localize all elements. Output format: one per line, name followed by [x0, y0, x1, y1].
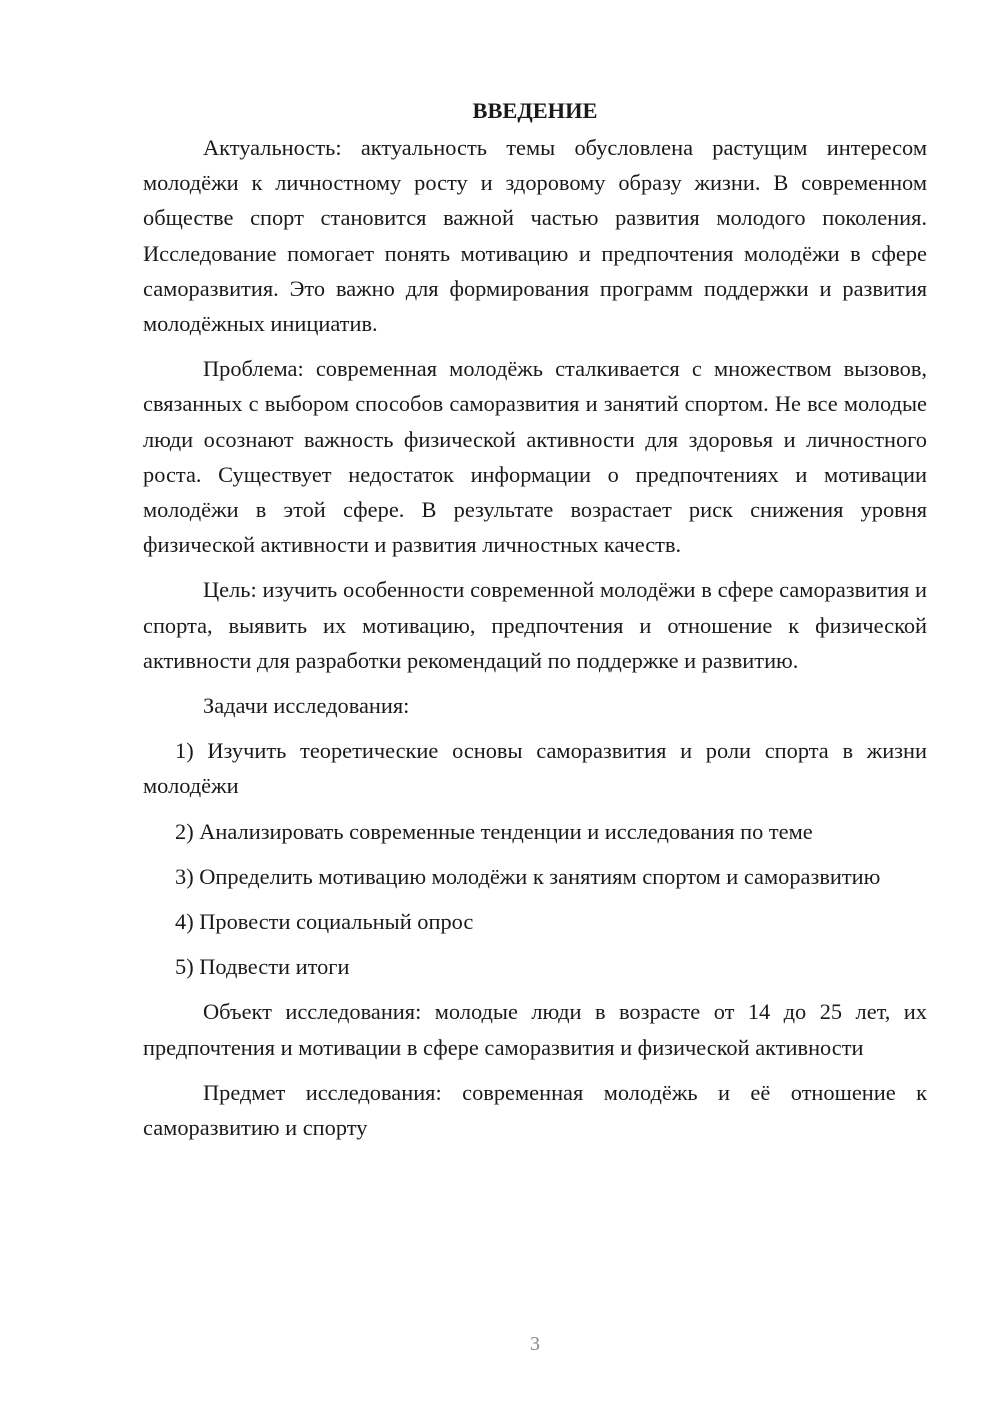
task-item-3: 3) Определить мотивацию молодёжи к занятиям спортом и саморазвитию	[175, 863, 881, 889]
task-item-4: 4) Провести социальный опрос	[175, 909, 474, 935]
relevance-paragraph: Актуальность: актуальность темы обусловлена растущим интересом молодёжи к личностному росту и здоровому образу жизни. В современном обществе спорт становится важной частью развития молодого поколения. Исследование помогает понять мотивацию и предпочтения молодёжи в сфере саморазвития. Это важно для формирования программ поддержки и развития молодёжных инициатив.	[143, 135, 927, 337]
object-paragraph: Объект исследования: молодые люди в возрасте от 14 до 25 лет, их предпочтения и мотивации в сфере саморазвития и физической активности	[143, 999, 927, 1060]
task-item-2: 2) Анализировать современные тенденции и исследования по теме	[175, 818, 813, 844]
task-item-5: 5) Подвести итоги	[175, 954, 350, 980]
section-heading: ВВЕДЕНИЕ	[472, 98, 598, 123]
tasks-heading: Задачи исследования:	[203, 693, 410, 719]
document-page	[143, 92, 927, 1145]
page-number: 3	[530, 1333, 540, 1355]
subject-paragraph: Предмет исследования: современная молодёжь и её отношение к саморазвитию и спорту	[143, 1079, 927, 1141]
task-item-1: 1) Изучить теоретические основы саморазвития и роли спорта в жизни молодёжи	[143, 738, 927, 799]
goal-paragraph: Цель: изучить особенности современной молодёжи в сфере саморазвития и спорта, выявить их мотивацию, предпочтения и отношение к физической активности для разработки рекомендаций по поддержке и развитию.	[143, 577, 927, 673]
problem-paragraph: Проблема: современная молодёжь сталкивается с множеством вызовов, связанных с выбором способов саморазвития и занятий спортом. Не все молодые люди осознают важность физической активности для здоровья и личностного роста. Существует недостаток информации о предпочтениях и мотивации молодёжи в этой сфере. В результате возрастает риск снижения уровня физической активности и развития личностных качеств.	[143, 356, 927, 558]
